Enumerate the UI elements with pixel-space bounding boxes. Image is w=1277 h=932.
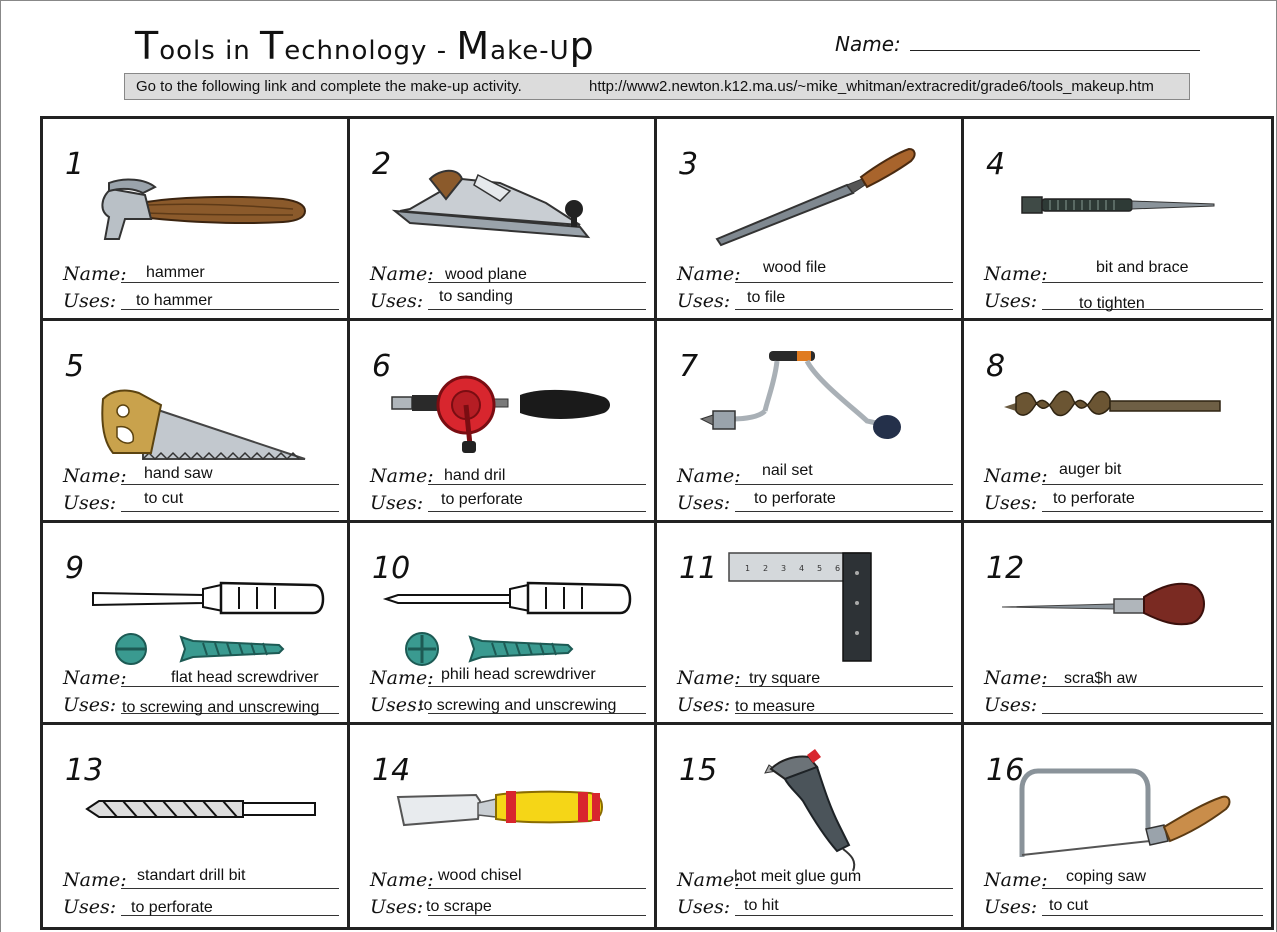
svg-text:4: 4 — [799, 564, 805, 573]
tool-name-answer: hammer — [146, 264, 205, 281]
name-label: Name: — [63, 263, 127, 285]
instruction-text: Go to the following link and complete the make-up activity. — [136, 78, 522, 95]
uses-label: Uses: — [63, 290, 117, 312]
tool-number: 7 — [679, 349, 699, 384]
tool-number: 6 — [372, 349, 392, 384]
name-label: Name: — [370, 263, 434, 285]
hammer-icon — [43, 139, 343, 269]
tool-card — [657, 523, 964, 725]
tool-number: 5 — [65, 349, 85, 384]
name-label: Name: — [370, 465, 434, 487]
chisel-icon — [350, 745, 650, 875]
tool-card — [350, 523, 657, 725]
uses-field[interactable] — [121, 511, 339, 512]
uses-field[interactable] — [735, 915, 953, 916]
uses-label: Uses: — [984, 492, 1038, 514]
activity-link[interactable]: http://www2.newton.k12.ma.us/~mike_whitman/extracredit/grade6/tools_makeup.htm — [589, 78, 1154, 95]
file-icon — [657, 139, 957, 269]
tool-card — [350, 725, 657, 927]
brace-icon — [657, 341, 957, 471]
glue-gun-icon — [657, 745, 957, 875]
tool-name-answer: phili head screwdriver — [441, 666, 596, 683]
drill-bit-icon — [43, 745, 343, 875]
svg-text:2: 2 — [763, 564, 769, 573]
tool-name-answer: scra$h aw — [1064, 670, 1137, 687]
worksheet-title: Tools in Technology - Make-Up — [135, 24, 595, 68]
uses-label: Uses: — [984, 896, 1038, 918]
uses-field[interactable] — [428, 511, 646, 512]
uses-label: Uses: — [677, 492, 731, 514]
name-field[interactable] — [735, 282, 953, 283]
tool-uses-answer: to perforate — [131, 899, 213, 916]
wood-plane-icon — [350, 139, 650, 269]
tool-number: 12 — [986, 551, 1025, 586]
uses-label: Uses: — [63, 694, 117, 716]
tool-uses-answer: to cut — [144, 490, 184, 507]
name-field[interactable] — [1042, 484, 1263, 485]
tool-card — [657, 321, 964, 523]
phillips-screwdriver-icon — [350, 543, 650, 673]
name-label: Name: — [370, 667, 434, 689]
instruction-bar — [124, 73, 1190, 100]
name-field[interactable] — [121, 888, 339, 889]
name-label: Name: — [984, 465, 1048, 487]
name-label: Name: — [63, 667, 127, 689]
tool-number: 8 — [986, 349, 1006, 384]
name-label: Name: — [370, 869, 434, 891]
uses-label: Uses: — [677, 896, 731, 918]
name-label: Name: — [677, 263, 741, 285]
tool-name-answer: auger bit — [1059, 461, 1122, 478]
tool-name-answer: wood file — [763, 259, 827, 276]
tool-number: 9 — [65, 551, 85, 586]
tool-number: 1 — [65, 147, 85, 182]
name-label: Name: — [677, 667, 741, 689]
svg-text:1: 1 — [745, 564, 751, 573]
uses-label: Uses: — [677, 290, 731, 312]
name-label: Name: — [63, 465, 127, 487]
name-label: Name: — [677, 465, 741, 487]
uses-field[interactable] — [428, 309, 646, 310]
tool-name-answer: coping saw — [1066, 868, 1147, 885]
tool-uses-answer: to hit — [744, 897, 779, 914]
name-label: Name: — [63, 869, 127, 891]
nail-set-icon — [964, 139, 1264, 269]
tool-card — [964, 523, 1271, 725]
scratch-awl-icon — [964, 543, 1264, 673]
uses-field[interactable] — [1042, 511, 1263, 512]
name-field[interactable] — [1042, 282, 1263, 283]
uses-label: Uses: — [677, 694, 731, 716]
name-field[interactable] — [428, 888, 646, 889]
tool-card — [657, 725, 964, 927]
tools-grid — [40, 116, 1274, 930]
svg-text:6: 6 — [835, 564, 841, 573]
page-border — [0, 0, 1, 932]
uses-label: Uses: — [63, 492, 117, 514]
try-square-icon — [657, 543, 957, 673]
name-label: Name: — [984, 869, 1048, 891]
uses-field[interactable] — [1042, 309, 1263, 310]
tool-name-answer: hand dril — [444, 467, 506, 484]
hand-saw-icon — [43, 341, 343, 471]
name-label: Name: — [984, 263, 1048, 285]
tool-uses-answer: to measure — [735, 698, 816, 715]
uses-label: Uses: — [370, 694, 424, 716]
tool-name-answer: standart drill bit — [137, 867, 246, 884]
svg-text:5: 5 — [817, 564, 823, 573]
tool-uses-answer: to sanding — [439, 288, 513, 305]
svg-text:3: 3 — [781, 564, 787, 573]
tool-name-answer: bit and brace — [1096, 259, 1189, 276]
tool-number: 11 — [679, 551, 718, 586]
uses-label: Uses: — [63, 896, 117, 918]
tool-card — [43, 523, 350, 725]
tool-card — [964, 725, 1271, 927]
uses-field[interactable] — [1042, 713, 1263, 714]
tool-card — [350, 119, 657, 321]
tool-uses-answer: to scrape — [426, 898, 492, 915]
uses-label: Uses: — [370, 492, 424, 514]
student-name-label: Name: — [835, 32, 901, 56]
tool-number: 10 — [372, 551, 411, 586]
name-field[interactable] — [121, 484, 339, 485]
uses-field[interactable] — [1042, 915, 1263, 916]
page-border — [0, 0, 1277, 1]
name-field[interactable] — [121, 282, 339, 283]
tool-name-answer: hot meit glue gum — [734, 868, 862, 885]
uses-field[interactable] — [735, 511, 953, 512]
tool-uses-answer: to hammer — [136, 292, 213, 309]
tool-uses-answer: to file — [747, 289, 786, 306]
name-field[interactable] — [428, 686, 646, 687]
name-label: Name: — [677, 869, 741, 891]
uses-field[interactable] — [735, 309, 953, 310]
tool-card — [43, 321, 350, 523]
tool-number: 13 — [65, 753, 104, 788]
tool-uses-answer: to tighten — [1079, 295, 1145, 312]
uses-label: Uses: — [984, 694, 1038, 716]
tool-number: 4 — [986, 147, 1006, 182]
coping-saw-icon — [964, 745, 1264, 875]
flat-screwdriver-icon — [43, 543, 343, 673]
tool-card — [964, 321, 1271, 523]
tool-number: 3 — [679, 147, 699, 182]
uses-label: Uses: — [984, 290, 1038, 312]
tool-name-answer: wood chisel — [438, 867, 522, 884]
tool-number: 16 — [986, 753, 1025, 788]
name-field[interactable] — [1042, 888, 1263, 889]
tool-card — [43, 119, 350, 321]
tool-name-answer: hand saw — [144, 465, 213, 482]
tool-card — [964, 119, 1271, 321]
tool-uses-answer: to screwing and unscrewing — [419, 697, 617, 714]
name-label: Name: — [984, 667, 1048, 689]
uses-label: Uses: — [370, 290, 424, 312]
auger-bit-icon — [964, 341, 1264, 471]
tool-number: 2 — [372, 147, 392, 182]
hand-drill-icon — [350, 341, 650, 471]
tool-card — [350, 321, 657, 523]
tool-number: 14 — [372, 753, 411, 788]
tool-uses-answer: to perforate — [754, 490, 836, 507]
student-name-field[interactable] — [910, 50, 1200, 51]
tool-card — [43, 725, 350, 927]
tool-number: 15 — [679, 753, 718, 788]
tool-uses-answer: to screwing and unscrewing — [122, 699, 320, 716]
name-field[interactable] — [735, 484, 953, 485]
tool-uses-answer: to perforate — [441, 491, 523, 508]
tool-uses-answer: to cut — [1049, 897, 1089, 914]
tool-name-answer: try square — [749, 670, 821, 687]
name-field[interactable] — [735, 888, 953, 889]
tool-uses-answer: to perforate — [1053, 490, 1135, 507]
tool-card — [657, 119, 964, 321]
tool-name-answer: flat head screwdriver — [171, 669, 319, 686]
tool-name-answer: nail set — [762, 462, 813, 479]
tool-name-answer: wood plane — [445, 266, 527, 283]
uses-label: Uses: — [370, 896, 424, 918]
